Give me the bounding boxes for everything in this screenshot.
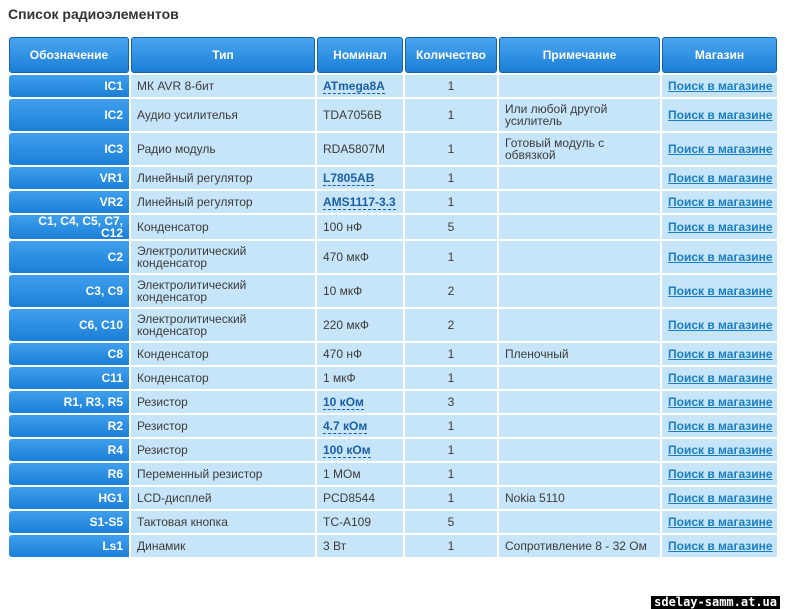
shop-search-link[interactable]: Поиск в магазине xyxy=(668,250,773,264)
header-shop: Магазин xyxy=(662,37,777,73)
note-cell xyxy=(499,463,660,485)
note-cell xyxy=(499,511,660,533)
table-row xyxy=(9,439,777,461)
nominal-link[interactable]: 10 кОм xyxy=(323,395,364,409)
shop-search-link[interactable]: Поиск в магазине xyxy=(668,108,773,122)
type-cell: Тактовая кнопка xyxy=(131,511,315,533)
designation-cell: C8 xyxy=(9,343,129,365)
quantity-cell: 1 xyxy=(405,241,497,273)
type-cell: Линейный регулятор xyxy=(131,191,315,213)
nominal-cell: 1 мкФ xyxy=(317,367,403,389)
shop-cell xyxy=(662,415,777,437)
shop-search-link[interactable]: Поиск в магазине xyxy=(668,284,773,298)
type-cell: Электролитический конденсатор xyxy=(131,241,315,273)
shop-search-link[interactable]: Поиск в магазине xyxy=(668,220,773,234)
designation-cell: HG1 xyxy=(9,487,129,509)
quantity-cell: 1 xyxy=(405,439,497,461)
header-type: Тип xyxy=(131,37,315,73)
type-cell: LCD-дисплей xyxy=(131,487,315,509)
nominal-cell: TC-A109 xyxy=(317,511,403,533)
designation-cell: C3, C9 xyxy=(9,275,129,307)
shop-search-link[interactable]: Поиск в магазине xyxy=(668,515,773,529)
type-cell: Линейный регулятор xyxy=(131,167,315,189)
table-row xyxy=(9,343,777,365)
type-cell: Конденсатор xyxy=(131,343,315,365)
designation-cell: S1-S5 xyxy=(9,511,129,533)
note-cell xyxy=(499,439,660,461)
shop-search-link[interactable]: Поиск в магазине xyxy=(668,79,773,93)
nominal-cell xyxy=(317,75,403,97)
designation-cell: VR1 xyxy=(9,167,129,189)
shop-search-link[interactable]: Поиск в магазине xyxy=(668,443,773,457)
type-cell: Резистор xyxy=(131,391,315,413)
shop-cell xyxy=(662,535,777,557)
nominal-cell xyxy=(317,391,403,413)
type-cell: Конденсатор xyxy=(131,367,315,389)
table-row xyxy=(9,167,777,189)
table-row xyxy=(9,241,777,273)
shop-cell xyxy=(662,463,777,485)
nominal-cell xyxy=(317,167,403,189)
shop-cell xyxy=(662,367,777,389)
designation-cell: R6 xyxy=(9,463,129,485)
designation-cell: Ls1 xyxy=(9,535,129,557)
table-row xyxy=(9,99,777,131)
nominal-cell xyxy=(317,439,403,461)
nominal-cell: 470 мкФ xyxy=(317,241,403,273)
designation-cell: IC3 xyxy=(9,133,129,165)
type-cell: Резистор xyxy=(131,415,315,437)
quantity-cell: 5 xyxy=(405,511,497,533)
quantity-cell: 2 xyxy=(405,275,497,307)
type-cell: Аудио усилителья xyxy=(131,99,315,131)
shop-search-link[interactable]: Поиск в магазине xyxy=(668,318,773,332)
designation-cell: C2 xyxy=(9,241,129,273)
shop-search-link[interactable]: Поиск в магазине xyxy=(668,467,773,481)
shop-search-link[interactable]: Поиск в магазине xyxy=(668,539,773,553)
shop-search-link[interactable]: Поиск в магазине xyxy=(668,142,773,156)
parts-table xyxy=(7,35,779,559)
shop-search-link[interactable]: Поиск в магазине xyxy=(668,419,773,433)
note-cell: Готовый модуль с обвязкой xyxy=(499,133,660,165)
nominal-link[interactable]: ATmega8A xyxy=(323,79,385,93)
shop-search-link[interactable]: Поиск в магазине xyxy=(668,347,773,361)
note-cell xyxy=(499,75,660,97)
shop-cell xyxy=(662,511,777,533)
note-cell xyxy=(499,215,660,239)
header-quantity: Количество xyxy=(405,37,497,73)
table-header-row xyxy=(9,37,777,73)
nominal-cell: 220 мкФ xyxy=(317,309,403,341)
shop-cell xyxy=(662,191,777,213)
shop-cell xyxy=(662,343,777,365)
designation-cell: C6, C10 xyxy=(9,309,129,341)
type-cell: Электролитический конденсатор xyxy=(131,309,315,341)
shop-cell xyxy=(662,75,777,97)
shop-cell xyxy=(662,241,777,273)
note-cell: Nokia 5110 xyxy=(499,487,660,509)
header-designation: Обозначение xyxy=(9,37,129,73)
nominal-cell: 1 МОм xyxy=(317,463,403,485)
nominal-link[interactable]: AMS1117-3.3 xyxy=(323,195,396,209)
table-row xyxy=(9,487,777,509)
page-title: Список радиоэлементов xyxy=(8,6,179,22)
quantity-cell: 1 xyxy=(405,415,497,437)
quantity-cell: 5 xyxy=(405,215,497,239)
designation-cell: C1, C4, C5, C7, C12 xyxy=(9,215,129,239)
quantity-cell: 1 xyxy=(405,99,497,131)
table-row xyxy=(9,415,777,437)
shop-cell xyxy=(662,309,777,341)
shop-cell xyxy=(662,487,777,509)
type-cell: МК AVR 8-бит xyxy=(131,75,315,97)
type-cell: Резистор xyxy=(131,439,315,461)
table-row xyxy=(9,309,777,341)
note-cell: Сопротивление 8 - 32 Ом xyxy=(499,535,660,557)
watermark: sdelay-samm.at.ua xyxy=(651,596,780,609)
note-cell xyxy=(499,391,660,413)
quantity-cell: 1 xyxy=(405,133,497,165)
table-row xyxy=(9,133,777,165)
header-nominal: Номинал xyxy=(317,37,403,73)
nominal-cell: 100 нФ xyxy=(317,215,403,239)
quantity-cell: 2 xyxy=(405,309,497,341)
nominal-cell: 3 Вт xyxy=(317,535,403,557)
designation-cell: R4 xyxy=(9,439,129,461)
table-row xyxy=(9,391,777,413)
type-cell: Динамик xyxy=(131,535,315,557)
shop-cell xyxy=(662,133,777,165)
quantity-cell: 1 xyxy=(405,367,497,389)
type-cell: Электролитический конденсатор xyxy=(131,275,315,307)
note-cell xyxy=(499,309,660,341)
shop-search-link[interactable]: Поиск в магазине xyxy=(668,171,773,185)
note-cell xyxy=(499,415,660,437)
type-cell: Радио модуль xyxy=(131,133,315,165)
table-row xyxy=(9,535,777,557)
quantity-cell: 1 xyxy=(405,535,497,557)
nominal-cell: 470 нФ xyxy=(317,343,403,365)
note-cell xyxy=(499,367,660,389)
shop-search-link[interactable]: Поиск в магазине xyxy=(668,491,773,505)
quantity-cell: 1 xyxy=(405,343,497,365)
designation-cell: R2 xyxy=(9,415,129,437)
quantity-cell: 1 xyxy=(405,191,497,213)
table-row xyxy=(9,463,777,485)
designation-cell: IC2 xyxy=(9,99,129,131)
nominal-link[interactable]: 100 кОм xyxy=(323,443,371,457)
table-row xyxy=(9,367,777,389)
nominal-cell: TDA7056B xyxy=(317,99,403,131)
note-cell: Или любой другой усилитель xyxy=(499,99,660,131)
type-cell: Конденсатор xyxy=(131,215,315,239)
shop-search-link[interactable]: Поиск в магазине xyxy=(668,371,773,385)
designation-cell: C11 xyxy=(9,367,129,389)
nominal-cell: PCD8544 xyxy=(317,487,403,509)
shop-search-link[interactable]: Поиск в магазине xyxy=(668,195,773,209)
nominal-cell: 10 мкФ xyxy=(317,275,403,307)
shop-cell xyxy=(662,391,777,413)
note-cell xyxy=(499,275,660,307)
note-cell xyxy=(499,167,660,189)
quantity-cell: 3 xyxy=(405,391,497,413)
nominal-link[interactable]: 4.7 кОм xyxy=(323,419,368,433)
nominal-cell: RDA5807M xyxy=(317,133,403,165)
header-note: Примечание xyxy=(499,37,660,73)
note-cell xyxy=(499,241,660,273)
table-row xyxy=(9,275,777,307)
nominal-cell xyxy=(317,191,403,213)
table-row xyxy=(9,215,777,239)
nominal-cell xyxy=(317,415,403,437)
note-cell: Пленочный xyxy=(499,343,660,365)
designation-cell: R1, R3, R5 xyxy=(9,391,129,413)
shop-cell xyxy=(662,99,777,131)
quantity-cell: 1 xyxy=(405,75,497,97)
table-row xyxy=(9,75,777,97)
table-row xyxy=(9,511,777,533)
shop-cell xyxy=(662,439,777,461)
shop-cell xyxy=(662,215,777,239)
type-cell: Переменный резистор xyxy=(131,463,315,485)
note-cell xyxy=(499,191,660,213)
quantity-cell: 1 xyxy=(405,463,497,485)
nominal-link[interactable]: L7805AB xyxy=(323,171,375,185)
shop-search-link[interactable]: Поиск в магазине xyxy=(668,395,773,409)
shop-cell xyxy=(662,167,777,189)
designation-cell: IC1 xyxy=(9,75,129,97)
table-row xyxy=(9,191,777,213)
designation-cell: VR2 xyxy=(9,191,129,213)
quantity-cell: 1 xyxy=(405,487,497,509)
shop-cell xyxy=(662,275,777,307)
quantity-cell: 1 xyxy=(405,167,497,189)
